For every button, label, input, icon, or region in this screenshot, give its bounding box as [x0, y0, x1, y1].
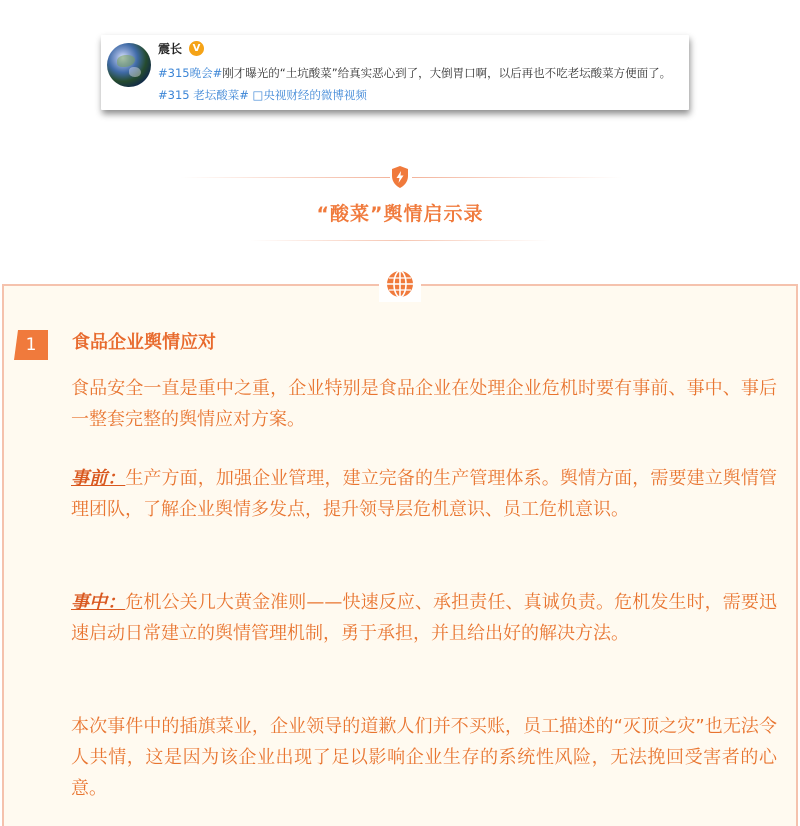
weibo-username[interactable]: 震长 [158, 42, 183, 56]
paragraph-before [71, 463, 777, 525]
video-link[interactable] [253, 88, 367, 102]
paragraph-label: 事中： [71, 592, 126, 613]
weibo-post-card[interactable] [101, 35, 689, 110]
globe-badge [379, 266, 421, 302]
paragraph-text: 危机公关几大黄金准则——快速反应、承担责任、真诚负责。危机发生时，需要迅速启动日常建立的舆情管理机制，勇于承担，并且给出好的解决方法。 [71, 592, 778, 644]
hashtag-link[interactable]: #315晚会# [158, 66, 223, 80]
weibo-post-text [158, 62, 682, 106]
globe-icon [384, 268, 416, 300]
heading-divider-right [412, 177, 622, 178]
video-icon: □ [252, 88, 264, 102]
verified-icon: V [189, 41, 204, 56]
paragraph-during [71, 587, 777, 649]
heading-underline [250, 240, 550, 241]
avatar[interactable] [107, 43, 151, 87]
section-heading-title: “酸菜”舆情启示录 [316, 203, 484, 225]
paragraph-text: 生产方面，加强企业管理，建立完备的生产管理体系。舆情方面，需要建立舆情管理团队，了解企业舆情多发点，提升领导层危机意识、员工危机意识。 [71, 468, 778, 520]
paragraph-label: 事前： [71, 468, 126, 489]
section-number: 1 [25, 335, 37, 355]
post-body: 刚才曝光的“土坑酸菜”给真实恶心到了，大倒胃口啊，以后再也不吃老坛酸菜方便面了。 [222, 66, 672, 80]
paragraph-case [71, 711, 777, 804]
paragraph-text: 本次事件中的插旗菜业，企业领导的道歉人们并不买账，员工描述的“灭顶之灾”也无法令人共情，这是因为该企业出现了足以影响企业生存的系统性风险，无法挽回受害者的心意。 [71, 716, 777, 799]
heading-divider-left [180, 177, 390, 178]
shield-lightning-icon [390, 165, 410, 189]
hashtag-link[interactable]: #315 老坛酸菜# [158, 88, 249, 102]
paragraph-intro [71, 373, 777, 435]
section-title: 食品企业舆情应对 [72, 332, 216, 353]
paragraph-text: 食品安全一直是重中之重，企业特别是食品企业在处理企业危机时要有事前、事中、事后一整套完整的舆情应对方案。 [71, 378, 777, 430]
video-link-text: 央视财经的微博视频 [263, 88, 367, 102]
